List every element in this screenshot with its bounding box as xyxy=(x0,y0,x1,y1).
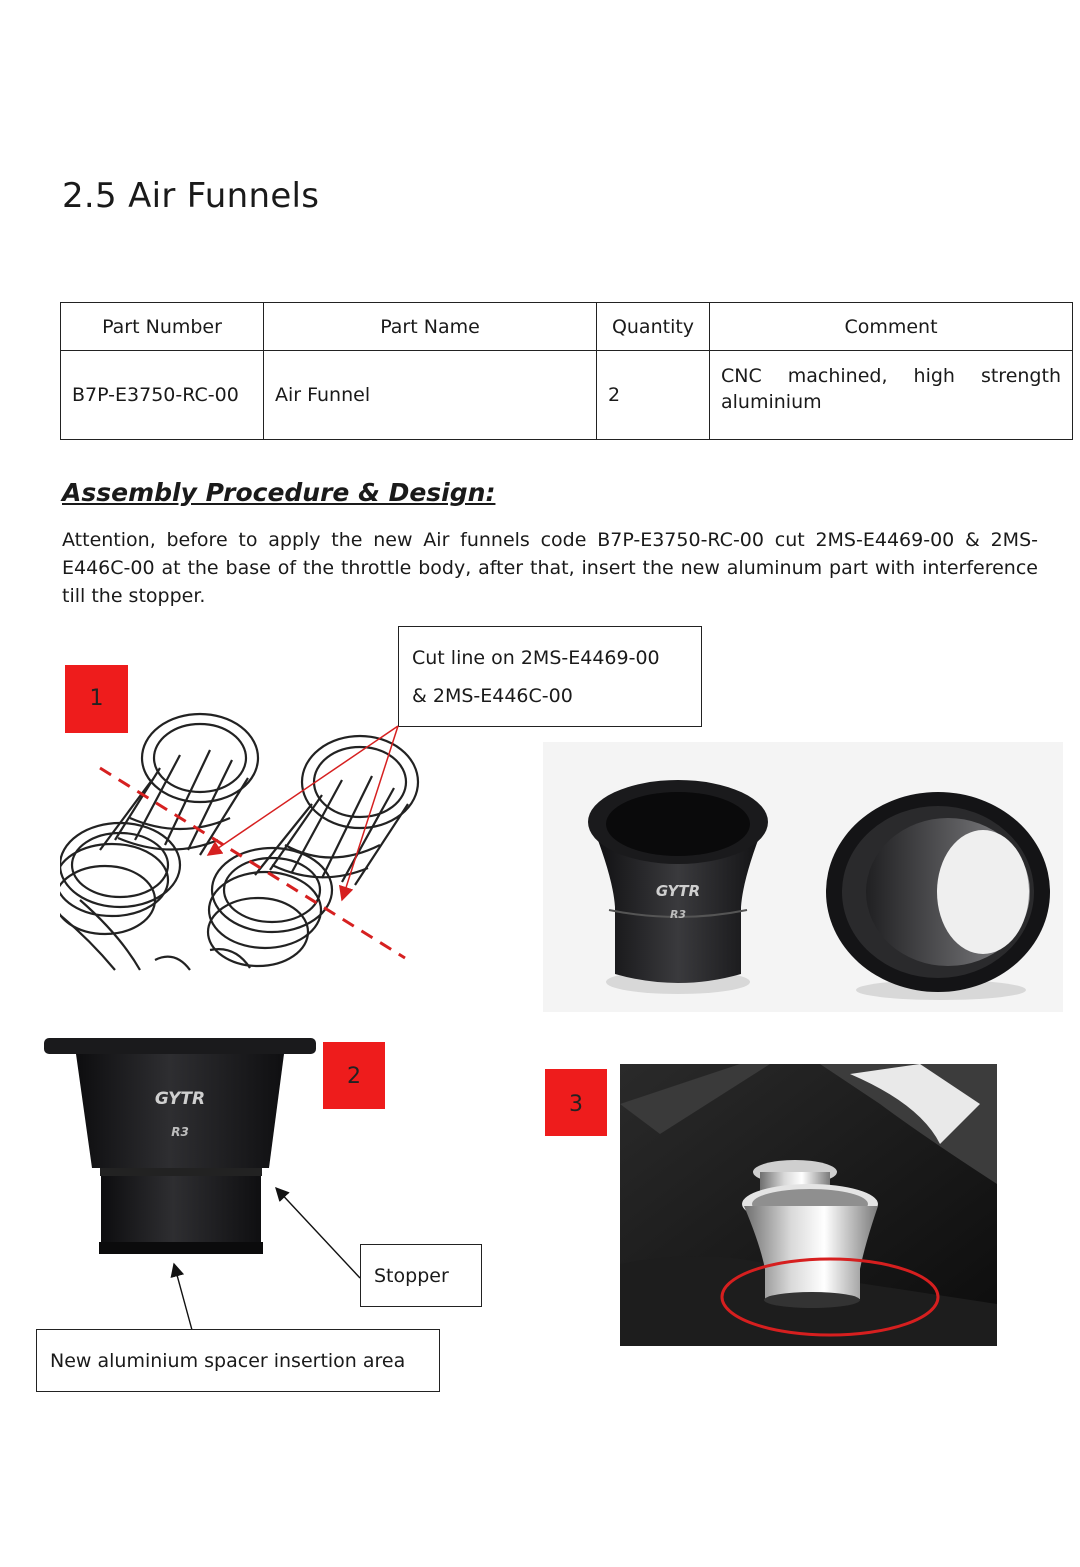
assembly-paragraph: Attention, before to apply the new Air funnels code B7P-E3750-RC-00 cut 2MS-E4469-00 & 2MS-E446C-00 at the base of the throttle body, after that, insert the new aluminum part with interference till the stopper. xyxy=(62,529,1038,607)
cut-line-callout xyxy=(398,626,702,727)
stopper-callout xyxy=(360,1244,482,1307)
header-part-name: Part Name xyxy=(264,303,597,351)
cell-quantity: 2 xyxy=(597,351,710,440)
cell-part-number: B7P-E3750-RC-00 xyxy=(61,351,264,440)
parts-table xyxy=(60,302,1073,440)
assembly-heading: Assembly Procedure & Design: xyxy=(62,478,496,507)
throttle-body-line-drawing xyxy=(60,700,420,985)
installed-funnel-illustration xyxy=(620,1064,997,1346)
table-header-row xyxy=(61,303,1073,351)
figure-number-3: 3 xyxy=(545,1069,607,1136)
cell-comment: CNC machined, high strength aluminium xyxy=(710,351,1073,440)
figure-2-arrows xyxy=(160,1180,370,1340)
table-row xyxy=(61,351,1073,440)
funnel-side-model-text: R3 xyxy=(171,1125,189,1139)
insertion-area-callout xyxy=(36,1329,440,1392)
callout-line-1: Cut line on 2MS-E4469-00 xyxy=(412,647,660,669)
installed-funnel-photo xyxy=(620,1064,997,1346)
section-title: 2.5 Air Funnels xyxy=(62,176,320,216)
air-funnel-product-photo xyxy=(543,742,1063,1012)
header-quantity: Quantity xyxy=(597,303,710,351)
figure-number-1: 1 xyxy=(65,665,128,733)
callout-line-2: & 2MS-E446C-00 xyxy=(412,685,573,707)
funnel-logo-text: GYTR xyxy=(655,882,701,900)
funnel-model-text: R3 xyxy=(669,908,687,921)
figure-number-2: 2 xyxy=(323,1042,385,1109)
cell-part-name: Air Funnel xyxy=(264,351,597,440)
stopper-label: Stopper xyxy=(374,1265,449,1287)
header-comment: Comment xyxy=(710,303,1073,351)
header-part-number: Part Number xyxy=(61,303,264,351)
insertion-area-label: New aluminium spacer insertion area xyxy=(50,1350,406,1372)
black-funnels-illustration xyxy=(543,742,1063,1012)
funnel-side-logo-text: GYTR xyxy=(154,1089,206,1109)
